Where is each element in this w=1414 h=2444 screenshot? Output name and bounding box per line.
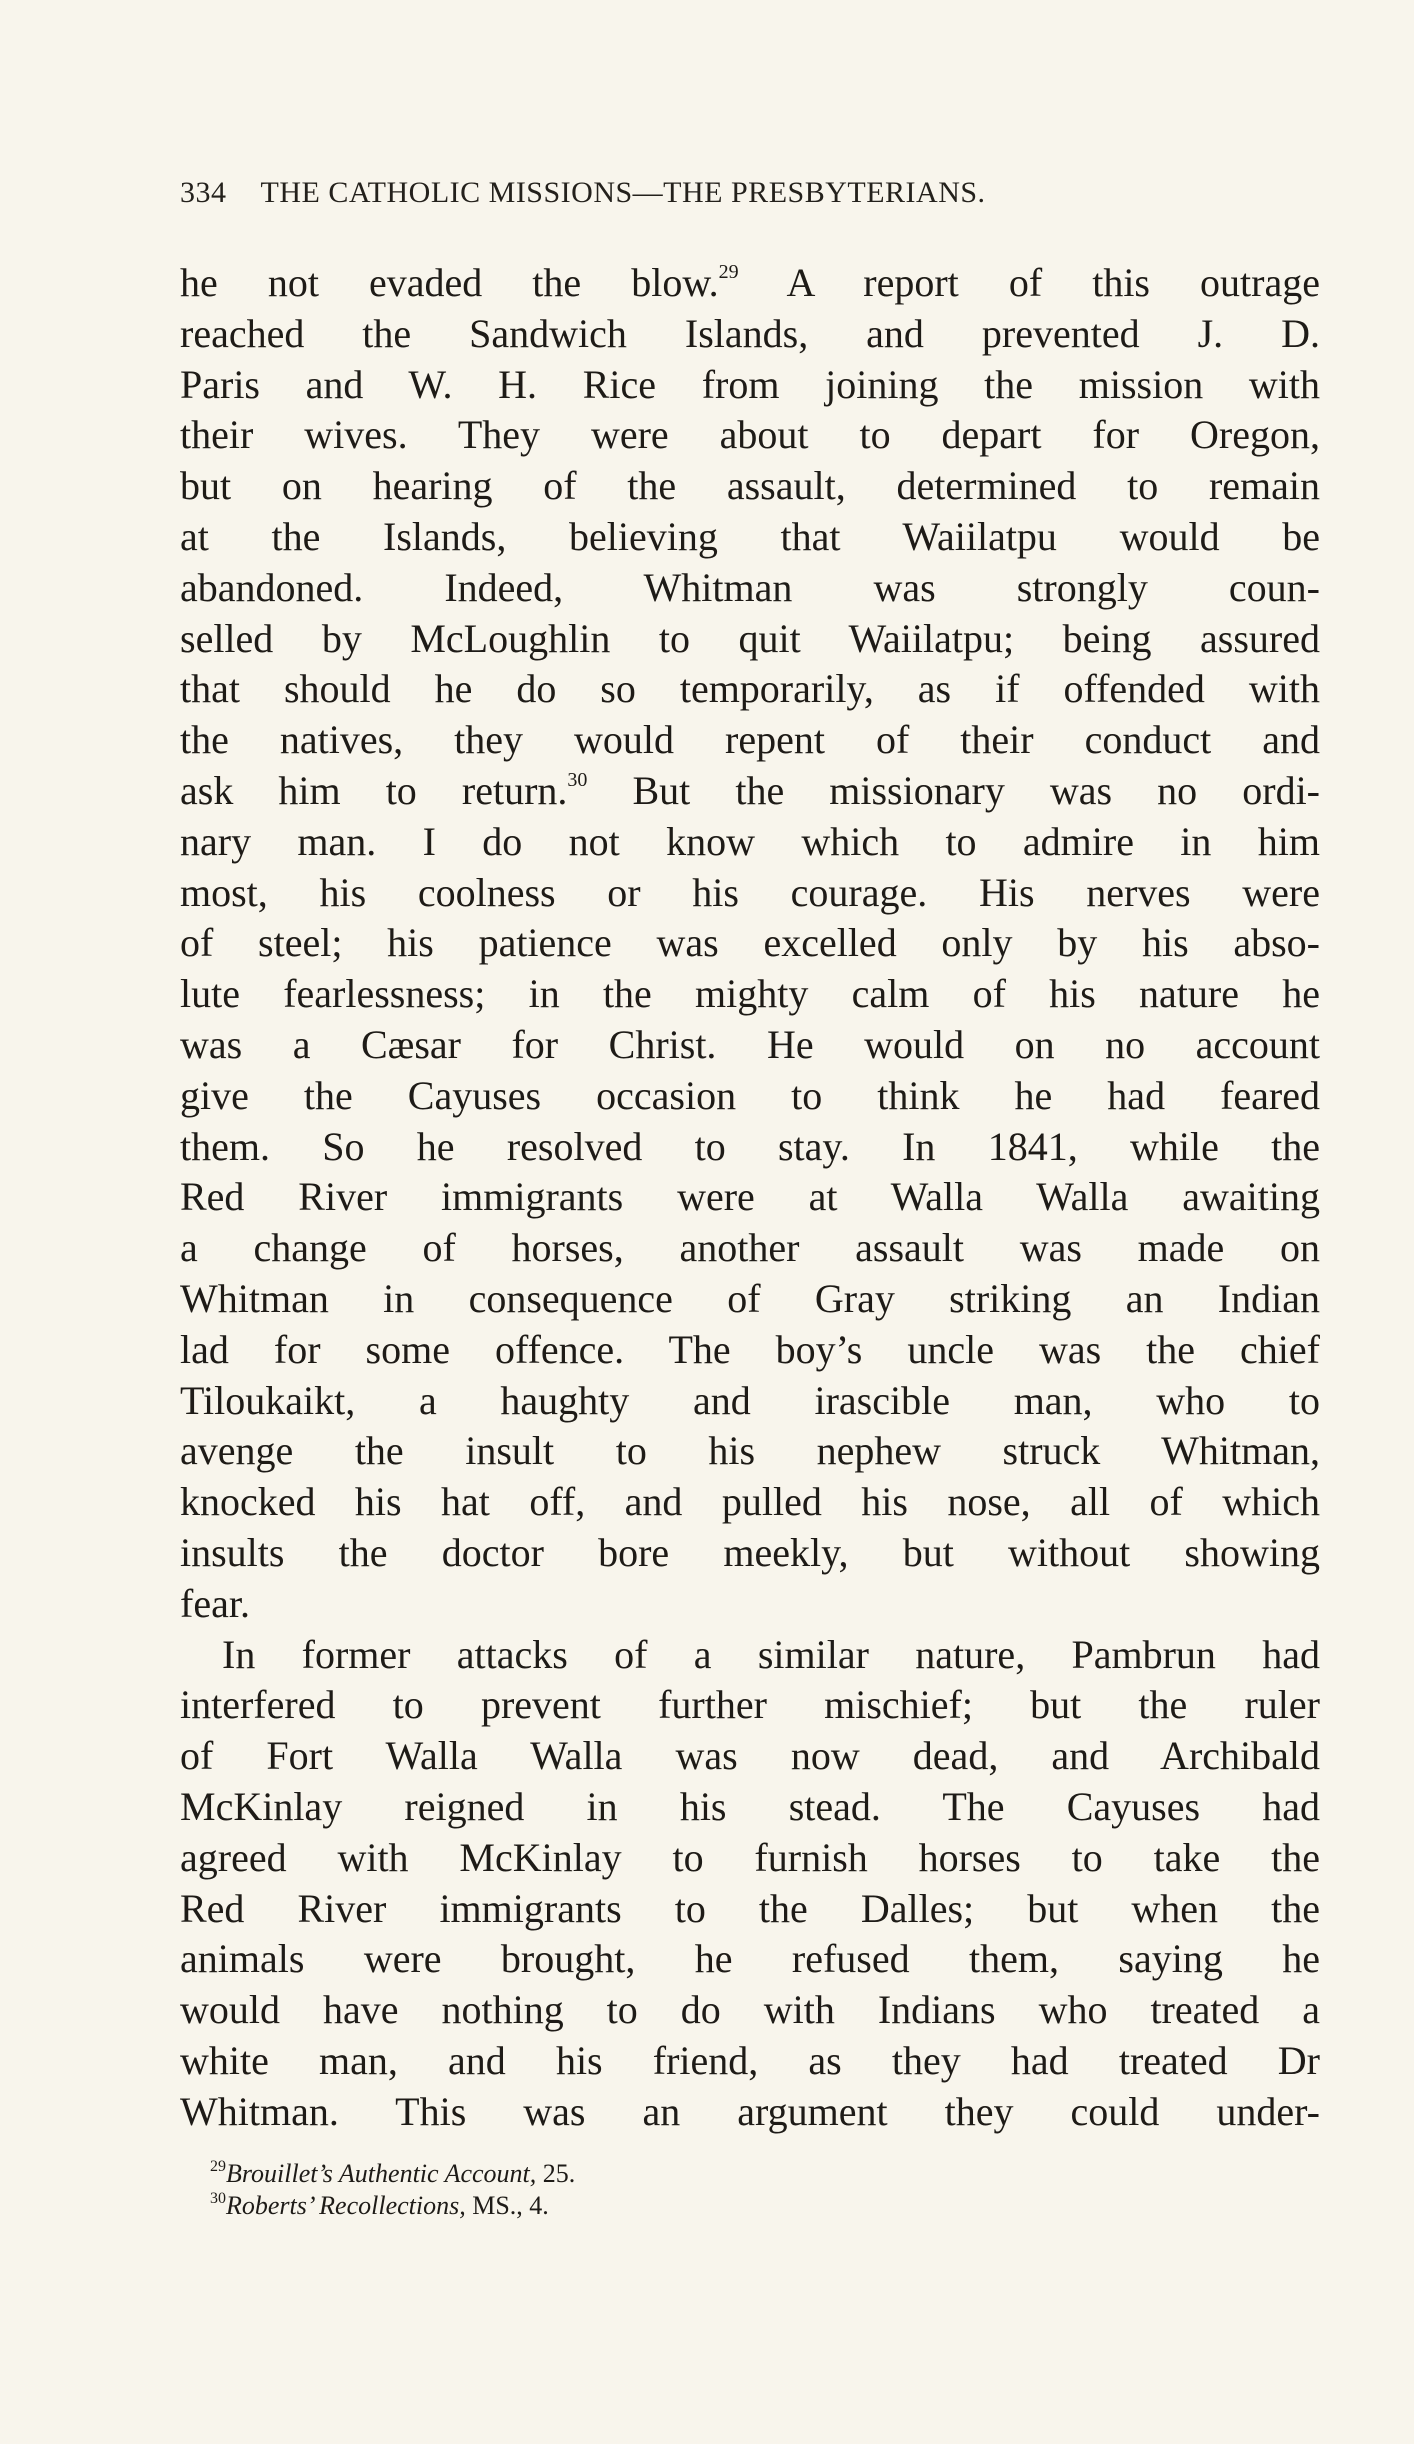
line-text: a change of horses, another assault was made on (180, 1225, 1320, 1271)
line-text: Whitman. This was an argument they could under- (180, 2088, 1320, 2134)
running-head (180, 176, 1320, 210)
line-text: of steel; his patience was excelled only by his abso- (180, 920, 1320, 966)
line-text: knocked his hat off, and pulled his nose, all of which (180, 1479, 1320, 1525)
text-line (180, 1274, 1320, 1325)
body-text (180, 258, 1320, 2137)
line-text: would have nothing to do with Indians who treated a (180, 1987, 1320, 2033)
line-text: nary man. I do not know which to admire in him (180, 818, 1320, 864)
footnote (210, 2190, 1310, 2222)
line-text: ask him to return. (180, 767, 568, 813)
text-line (180, 2087, 1320, 2138)
text-line (180, 918, 1320, 969)
line-text-continued: A report of this outrage (738, 260, 1320, 305)
line-text: In former attacks of a similar nature, Pambrun had (222, 1631, 1320, 1677)
footnotes (210, 2158, 1310, 2222)
text-line (180, 817, 1320, 868)
line-text: Tiloukaikt, a haughty and irascible man, who to (180, 1377, 1320, 1423)
line-text: was a Cæsar for Christ. He would on no account (180, 1021, 1320, 1067)
line-text: he not evaded the blow. (180, 260, 719, 305)
text-line (180, 1833, 1320, 1884)
line-text: of Fort Walla Walla was now dead, and Archibald (180, 1733, 1320, 1779)
text-line (180, 1376, 1320, 1427)
text-line (180, 1630, 1320, 1681)
text-line (180, 1325, 1320, 1376)
text-line (180, 1782, 1320, 1833)
line-text: animals were brought, he refused them, saying he (180, 1936, 1320, 1982)
text-line (180, 1477, 1320, 1528)
line-text: the natives, they would repent of their conduct and (180, 717, 1320, 763)
line-text-continued: But the missionary was no ordi- (587, 767, 1320, 813)
text-line (180, 664, 1320, 715)
footnote-locator: 25. (536, 2159, 576, 2188)
text-line (180, 1426, 1320, 1477)
line-text: most, his coolness or his courage. His nerves were (180, 869, 1320, 915)
text-line (180, 1223, 1320, 1274)
text-line (180, 1071, 1320, 1122)
footnote-reference: 29 (718, 261, 739, 283)
line-text: but on hearing of the assault, determined to remain (180, 463, 1320, 509)
text-line (180, 1884, 1320, 1935)
footnote-number: 29 (210, 2158, 226, 2175)
text-line (180, 614, 1320, 665)
line-text: abandoned. Indeed, Whitman was strongly coun- (180, 564, 1320, 610)
text-line (180, 1579, 1320, 1630)
text-line (180, 1731, 1320, 1782)
line-text: insults the doctor bore meekly, but without showing (180, 1529, 1320, 1575)
text-line (180, 512, 1320, 563)
line-text: give the Cayuses occasion to think he had feared (180, 1072, 1320, 1118)
footnote-reference: 30 (567, 768, 588, 791)
line-text: Red River immigrants to the Dalles; but when the (180, 1885, 1320, 1931)
text-line (180, 360, 1320, 411)
text-line (180, 1020, 1320, 1071)
line-text: McKinlay reigned in his stead. The Cayuses had (180, 1783, 1320, 1829)
text-line (180, 258, 1320, 309)
footnote-number: 30 (210, 2190, 226, 2207)
line-text: selled by McLoughlin to quit Waiilatpu; being assured (180, 615, 1320, 661)
line-text: Red River immigrants were at Walla Walla awaiting (180, 1174, 1320, 1220)
text-line (180, 715, 1320, 766)
running-title: THE CATHOLIC MISSIONS—THE PRESBYTERIANS. (260, 176, 986, 209)
line-text: fear. (180, 1580, 250, 1626)
line-text: lute fearlessness; in the mighty calm of his nature he (180, 971, 1320, 1017)
line-text: Paris and W. H. Rice from joining the mission with (180, 361, 1320, 407)
footnote-source-title: Brouillet’s Authentic Account, (226, 2159, 537, 2188)
line-text: that should he do so temporarily, as if offended with (180, 666, 1320, 712)
text-line (180, 309, 1320, 360)
text-line (180, 969, 1320, 1020)
line-text: their wives. They were about to depart for Oregon, (180, 412, 1320, 458)
line-text: white man, and his friend, as they had treated Dr (180, 2037, 1320, 2083)
text-line (180, 461, 1320, 512)
text-line (180, 766, 1320, 817)
footnote-source-title: Roberts’ Recollections, (226, 2191, 466, 2220)
line-text: reached the Sandwich Islands, and prevented J. D. (180, 310, 1320, 356)
text-line (180, 1122, 1320, 1173)
line-text: at the Islands, believing that Waiilatpu would be (180, 513, 1320, 559)
footnote-locator: MS., 4. (465, 2191, 549, 2220)
text-line (180, 1172, 1320, 1223)
line-text: agreed with McKinlay to furnish horses to take the (180, 1834, 1320, 1880)
footnote (210, 2158, 1310, 2190)
line-text: them. So he resolved to stay. In 1841, while the (180, 1123, 1320, 1169)
text-line (180, 1528, 1320, 1579)
line-text: avenge the insult to his nephew struck Whitman, (180, 1428, 1320, 1474)
text-line (180, 563, 1320, 614)
page-number: 334 (180, 176, 227, 209)
text-line (180, 1985, 1320, 2036)
text-line (180, 2036, 1320, 2087)
text-line (180, 410, 1320, 461)
text-line (180, 1680, 1320, 1731)
line-text: interfered to prevent further mischief; but the ruler (180, 1682, 1320, 1728)
text-line (180, 1934, 1320, 1985)
line-text: lad for some offence. The boy’s uncle was the chief (180, 1326, 1320, 1372)
line-text: Whitman in consequence of Gray striking an Indian (180, 1275, 1320, 1321)
text-line (180, 868, 1320, 919)
